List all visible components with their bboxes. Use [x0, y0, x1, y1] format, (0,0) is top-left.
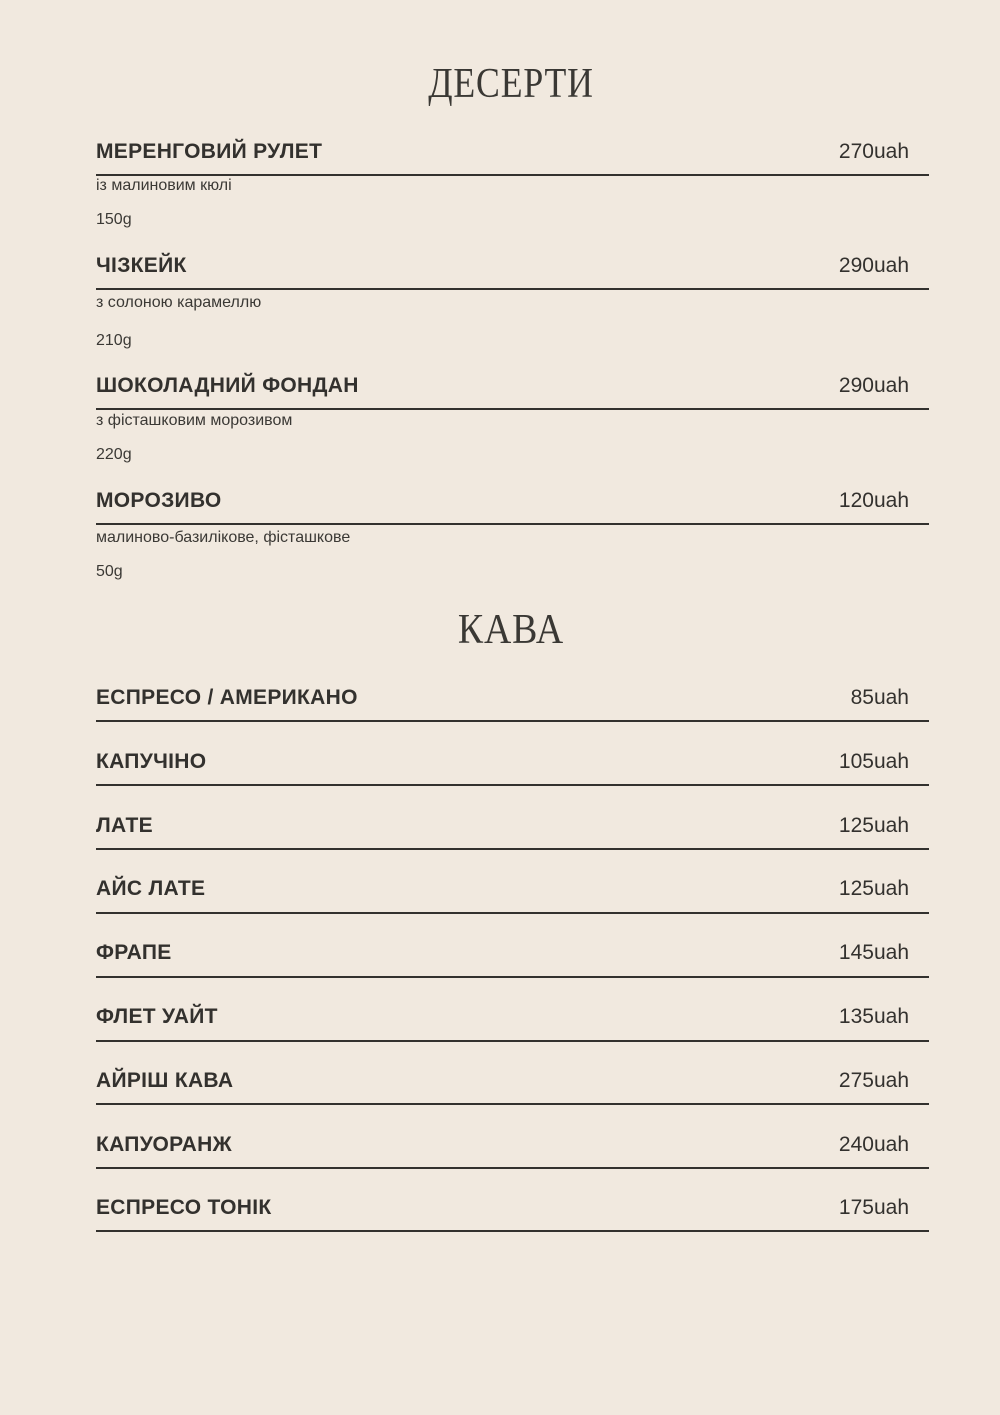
coffee-item: [96, 1196, 929, 1224]
coffee-name: АЙРІШ КАВА: [96, 1069, 234, 1092]
dessert-item: [96, 254, 929, 349]
dessert-description: малиново-базилікове, фісташкове: [96, 529, 351, 546]
coffee-item: [96, 750, 929, 778]
coffee-item: [96, 877, 929, 905]
coffee-name: ЛАТЕ: [96, 814, 153, 837]
coffee-item: [96, 941, 929, 969]
coffee-price: 125uah: [838, 877, 909, 900]
coffee-item: [96, 686, 929, 714]
coffee-name: ЕСПРЕСО ТОНІК: [96, 1196, 272, 1219]
divider: [96, 174, 929, 176]
coffee-price: 240uah: [838, 1133, 909, 1156]
coffee-name: ФЛЕТ УАЙТ: [96, 1005, 218, 1028]
dessert-price: 290uah: [838, 374, 909, 397]
dessert-weight: 210g: [96, 332, 132, 349]
dessert-item: [96, 374, 929, 463]
dessert-name: МОРОЗИВО: [96, 489, 222, 512]
coffee-section-title: КАВА: [457, 607, 565, 653]
dessert-description: з солоною карамеллю: [96, 294, 262, 311]
divider: [96, 1230, 929, 1232]
dessert-price: 270uah: [838, 140, 909, 163]
coffee-item: [96, 1005, 929, 1033]
coffee-price: 145uah: [838, 941, 909, 964]
dessert-name: ЧІЗКЕЙК: [96, 254, 187, 277]
coffee-price: 105uah: [838, 750, 909, 773]
divider: [96, 288, 929, 290]
dessert-price: 290uah: [838, 254, 909, 277]
dessert-weight: 220g: [96, 446, 132, 463]
coffee-item: [96, 1069, 929, 1097]
divider: [96, 976, 929, 978]
desserts-section-title: ДЕСЕРТИ: [428, 61, 594, 107]
dessert-description: з фісташковим морозивом: [96, 412, 293, 429]
dessert-item: [96, 140, 929, 228]
divider: [96, 1167, 929, 1169]
divider: [96, 1103, 929, 1105]
dessert-weight: 150g: [96, 211, 132, 228]
dessert-name: МЕРЕНГОВИЙ РУЛЕТ: [96, 140, 323, 163]
divider: [96, 848, 929, 850]
coffee-name: КАПУОРАНЖ: [96, 1133, 232, 1156]
coffee-price: 125uah: [838, 814, 909, 837]
dessert-price: 120uah: [838, 489, 909, 512]
divider: [96, 784, 929, 786]
divider: [96, 1040, 929, 1042]
coffee-price: 85uah: [850, 686, 909, 709]
dessert-name: ШОКОЛАДНИЙ ФОНДАН: [96, 374, 359, 397]
divider: [96, 720, 929, 722]
coffee-name: ФРАПЕ: [96, 941, 172, 964]
dessert-weight: 50g: [96, 563, 123, 580]
coffee-name: АЙС ЛАТЕ: [96, 877, 206, 900]
divider: [96, 523, 929, 525]
dessert-description: із малиновим кюлі: [96, 177, 232, 194]
coffee-name: КАПУЧІНО: [96, 750, 207, 773]
coffee-item: [96, 814, 929, 842]
coffee-item: [96, 1133, 929, 1161]
dessert-item: [96, 489, 929, 580]
coffee-price: 175uah: [838, 1196, 909, 1219]
coffee-price: 135uah: [838, 1005, 909, 1028]
coffee-name: ЕСПРЕСО / АМЕРИКАНО: [96, 686, 358, 709]
divider: [96, 408, 929, 410]
divider: [96, 912, 929, 914]
coffee-price: 275uah: [838, 1069, 909, 1092]
